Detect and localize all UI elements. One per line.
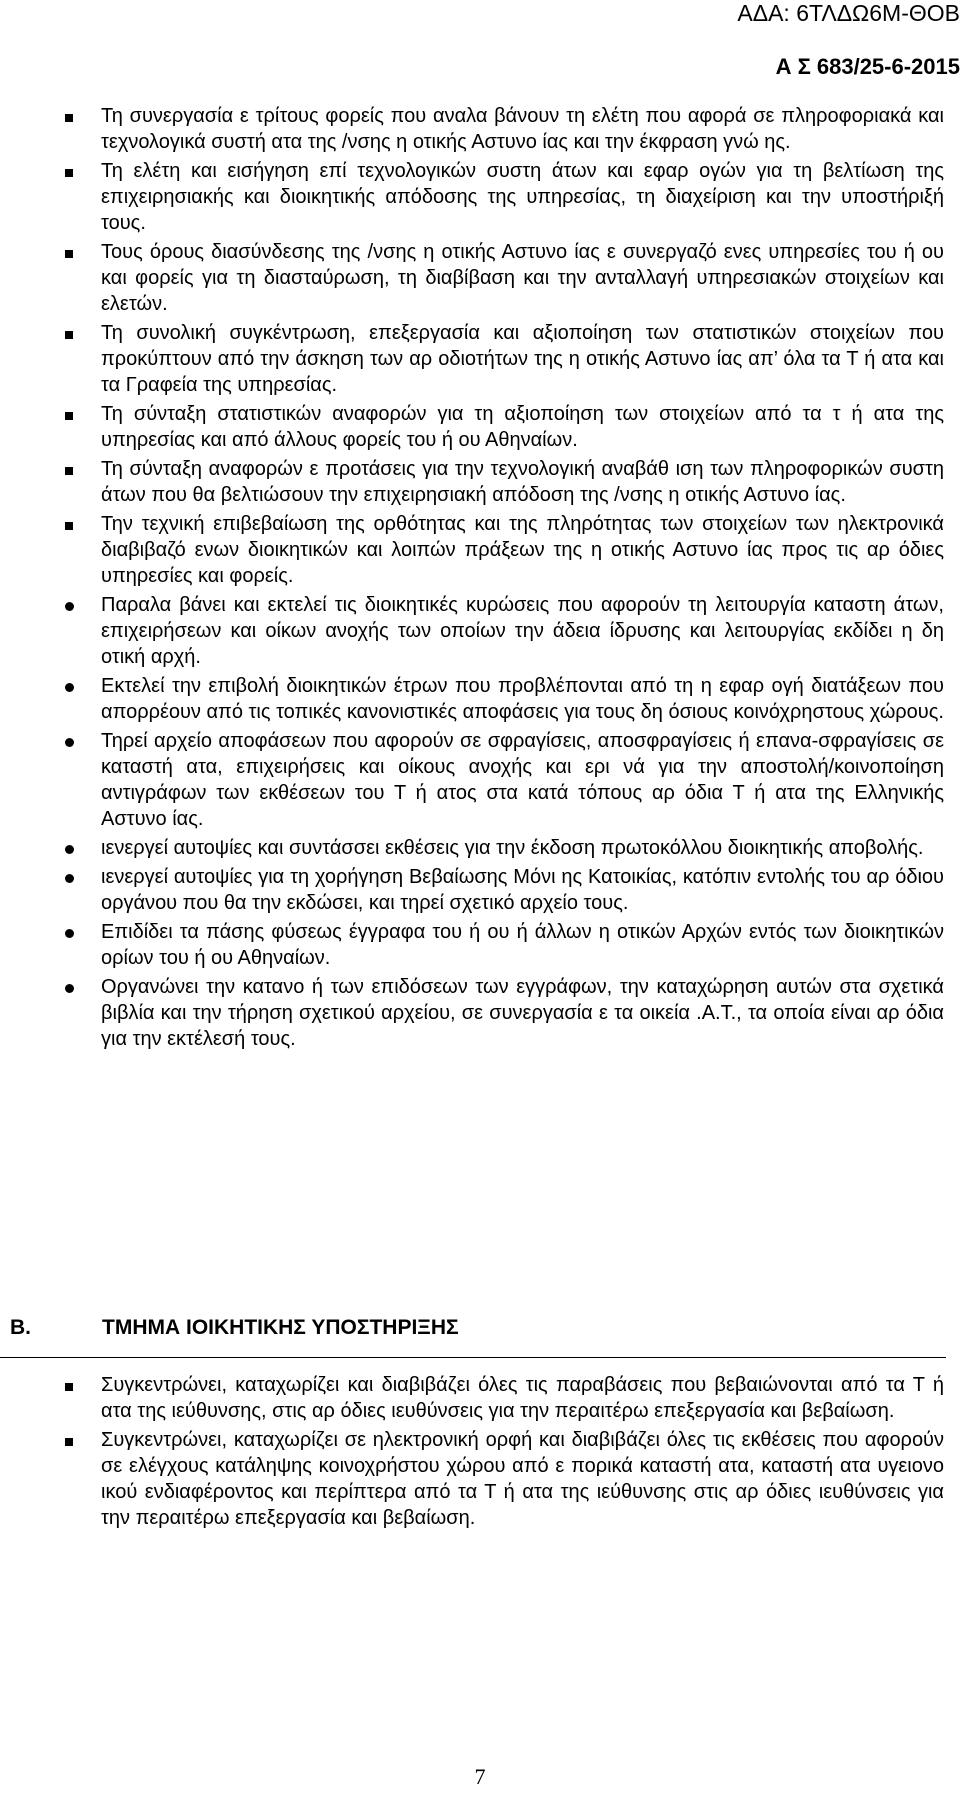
list-item-text: Οργανώνει την κατανο ή των επιδόσεων των εγγράφων, την καταχώρηση αυτών στα σχετικά βιβλία και την τήρηση σχετικού αρχείου, σε συνεργασία ε τα οικεία .Α.Τ., τα οποία είναι αρ όδια για την εκτέλεσή τους.	[101, 976, 944, 1050]
round-bullet-icon	[62, 835, 76, 861]
list-item-text: Συγκεντρώνει, καταχωρίζει και διαβιβάζει όλες τις παραβάσεις που βεβαιώνονται από τα Τ ή ατα της ιεύθυνσης, στις αρ όδιες ιευθύνσεις για την περαιτέρω επεξεργασία και βεβαίωση.	[101, 1374, 944, 1422]
square-bullet-icon	[62, 239, 76, 265]
square-bullet-icon	[62, 158, 76, 184]
list-item-text: Τη συνεργασία ε τρίτους φορείς που αναλα βάνουν τη ελέτη που αφορά σε πληροφοριακά και τεχνολογικά συστή ατα της /νσης η οτικής Αστυνο ίας και την έκφραση γνώ ης.	[101, 105, 944, 153]
list-item	[0, 1427, 960, 1531]
list-item	[0, 239, 960, 317]
list-item-text: Συγκεντρώνει, καταχωρίζει σε ηλεκτρονική ορφή και διαβιβάζει όλες τις εκθέσεις που αφορούν σε ελέγχους κατάληψης κοινοχρήστου χώρου από ε πορικά καταστή ατα, καταστή ατα υγειονο ικού ενδιαφέροντος και περίπτερα από τα Τ ή ατα της ιεύθυνσης στις αρ όδιες ιευθύνσεις για την περαιτέρω επεξεργασία και βεβαίωση.	[101, 1429, 944, 1529]
list-item	[0, 864, 960, 916]
list-item	[0, 919, 960, 971]
round-bullet-icon	[62, 974, 76, 1000]
round-bullet-icon	[62, 864, 76, 890]
list-item	[0, 1372, 960, 1424]
list-item-text: Παραλα βάνει και εκτελεί τις διοικητικές κυρώσεις που αφορούν τη λειτουργία καταστη άτων, επιχειρήσεων και οίκων ανοχής των οποίων την άδεια ίδρυσης και λειτουργίας εκδίδει η δη οτική αρχή.	[101, 594, 944, 668]
section-divider	[0, 1357, 946, 1358]
list-item	[0, 835, 960, 861]
list-item	[0, 456, 960, 508]
page-number: 7	[474, 1764, 486, 1789]
list-item	[0, 103, 960, 155]
section-letter: Β.	[10, 1316, 31, 1339]
ada-code: ΑΔΑ: 6ΤΛΔΩ6Μ-ΘΟΒ	[737, 0, 960, 26]
list-item	[0, 158, 960, 236]
square-bullet-icon	[62, 320, 76, 346]
list-item-text: Εκτελεί την επιβολή διοικητικών έτρων που προβλέπονται από τη η εφαρ ογή διατάξεων που απορρέουν από τις τοπικές κανονιστικές αποφάσεις για τους δη όσιους κοινόχρηστους χώρους.	[101, 675, 944, 723]
list-item-text: Τους όρους διασύνδεσης της /νσης η οτικής Αστυνο ίας ε συνεργαζό ενες υπηρεσίες του ή ου και φορείς για τη διασταύρωση, τη διαβίβαση και την ανταλλαγή υπηρεσιακών στοιχείων και ελετών.	[101, 241, 944, 315]
round-bullet-icon	[62, 728, 76, 754]
list-item-text: Τη συνολική συγκέντρωση, επεξεργασία και αξιοποίηση των στατιστικών στοιχείων που προκύπτουν από την άσκηση των αρ οδιοτήτων της η οτικής Αστυνο ίας απ’ όλα τα Τ ή ατα και τα Γραφεία της υπηρεσίας.	[101, 322, 944, 396]
round-bullet-icon	[62, 919, 76, 945]
list-item	[0, 592, 960, 670]
square-bullet-icon	[62, 401, 76, 427]
round-bullet-icon	[62, 592, 76, 618]
section-title: ΤΜΗΜΑ ΙΟΙΚΗΤΙΚΗΣ ΥΠΟΣΤΗΡΙΞΗΣ	[102, 1316, 459, 1339]
list-item	[0, 728, 960, 832]
list-item-text: Τη σύνταξη αναφορών ε προτάσεις για την τεχνολογική αναβάθ ιση των πληροφορικών συστη άτων που θα βελτιώσουν την επιχειρησιακή απόδοση της /νσης η οτικής Αστυνο ίας.	[101, 458, 944, 506]
duties-list-b	[0, 1372, 960, 1534]
list-item-text: Επιδίδει τα πάσης φύσεως έγγραφα του ή ου ή άλλων η οτικών Αρχών εντός των διοικητικών ορίων του ή ου Αθηναίων.	[101, 921, 944, 969]
decision-number: Α Σ 683/25-6-2015	[775, 54, 960, 79]
list-item-text: ιενεργεί αυτοψίες για τη χορήγηση Βεβαίωσης Μόνι ης Κατοικίας, κατόπιν εντολής του αρ όδιου οργάνου που θα την εκδώσει, και τηρεί σχετικό αρχείο τους.	[101, 866, 944, 914]
list-item-text: Τη ελέτη και εισήγηση επί τεχνολογικών συστη άτων και εφαρ ογών για τη βελτίωση της επιχειρησιακής και διοικητικής απόδοσης της υπηρεσίας, τη διαχείριση και την υποστήριξή τους.	[101, 160, 944, 234]
square-bullet-icon	[62, 103, 76, 129]
duties-list-a	[0, 103, 960, 1055]
list-item-text: Τηρεί αρχείο αποφάσεων που αφορούν σε σφραγίσεις, αποσφραγίσεις ή επανα-σφραγίσεις σε καταστή ατα, επιχειρήσεις και οίκους ανοχής και ερι νά για την αποστολή/κοινοποίηση αντιγράφων των εκθέσεων του Τ ή ατος στα κατά τόπους αρ όδια Τ ή ατα της Ελληνικής Αστυνο ίας.	[101, 730, 944, 830]
square-bullet-icon	[62, 511, 76, 537]
square-bullet-icon	[62, 456, 76, 482]
list-item-text: Τη σύνταξη στατιστικών αναφορών για τη αξιοποίηση των στοιχείων από τα τ ή ατα της υπηρεσίας και από άλλους φορείς του ή ου Αθηναίων.	[101, 403, 944, 451]
list-item	[0, 320, 960, 398]
square-bullet-icon	[62, 1427, 76, 1453]
list-item-text: Την τεχνική επιβεβαίωση της ορθότητας και της πληρότητας των στοιχείων των ηλεκτρονικά διαβιβαζό ενων διοικητικών και λοιπών πράξεων της η οτικής Αστυνο ίας προς τις αρ όδιες υπηρεσίες και φορείς.	[101, 513, 944, 587]
list-item	[0, 511, 960, 589]
list-item	[0, 673, 960, 725]
list-item-text: ιενεργεί αυτοψίες και συντάσσει εκθέσεις για την έκδοση πρωτοκόλλου διοικητικής αποβολής.	[101, 837, 924, 859]
round-bullet-icon	[62, 673, 76, 699]
square-bullet-icon	[62, 1372, 76, 1398]
list-item	[0, 974, 960, 1052]
list-item	[0, 401, 960, 453]
